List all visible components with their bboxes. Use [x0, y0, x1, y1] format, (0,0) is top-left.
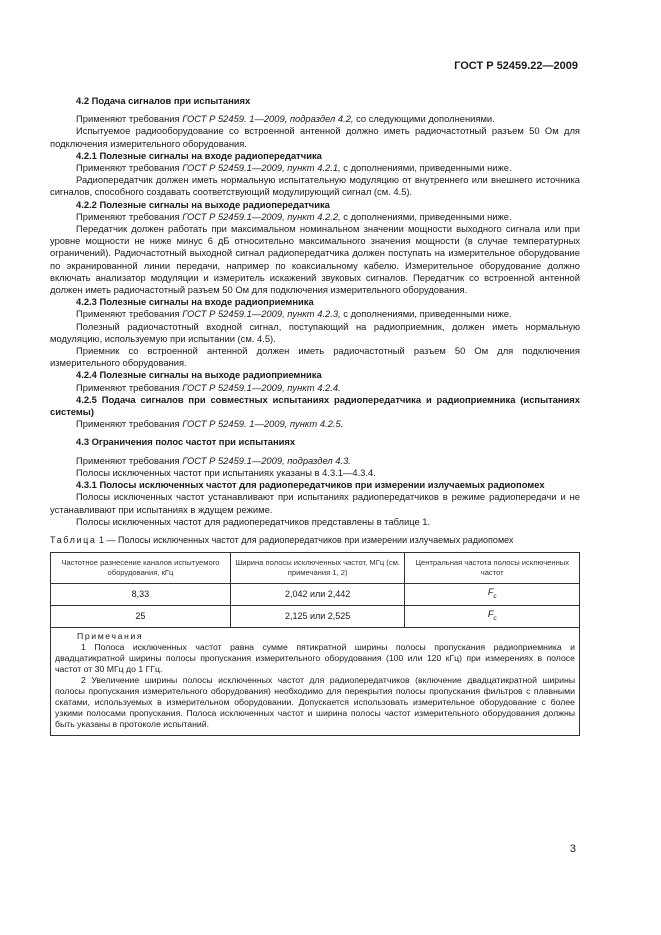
column-header: Ширина полосы исключенных частот, МГц (см. примечания 1, 2): [230, 552, 405, 583]
standard-reference: ГОСТ Р 52459. 1—2009, подраздел 4.2,: [182, 113, 354, 125]
paragraph: Применяют требования ГОСТ Р 52459.1—2009, пункт 4.2.4.: [76, 381, 341, 393]
paragraph: Радиопередатчик должен иметь нормальную испытательную модуляцию от внутреннего или внешнего источника сигналов, способного создавать соответствующий модулирующий сигнал (см. 4.5).: [50, 174, 580, 198]
paragraph: Полезный радиочастотный входной сигнал, поступающий на радиоприемник, должен иметь нормальную модуляцию, используемую при испытании (см. 4.5).: [50, 320, 580, 344]
standard-reference: ГОСТ Р 52459.1—2009, пункт 4.2.3,: [182, 308, 341, 320]
exclusion-bands-table: [50, 552, 580, 736]
paragraph: Полосы исключенных частот при испытаниях указаны в 4.3.1—4.3.4.: [76, 466, 376, 478]
standard-reference: ГОСТ Р 52459.1—2009, пункт 4.2.4.: [182, 381, 341, 393]
table-cell: 25: [51, 605, 231, 627]
column-header: Частотное разнесение каналов испытуемого оборудования, кГц: [51, 552, 231, 583]
table-notes: [51, 627, 580, 735]
heading-4-3: 4.3 Ограничения полос частот при испытаниях: [76, 436, 296, 448]
table-cell: 8,33: [51, 583, 231, 605]
paragraph: Применяют требования ГОСТ Р 52459. 1—2009, подраздел 4.2, со следующими дополнениями.: [76, 113, 495, 125]
paragraph: Применяют требования ГОСТ Р 52459. 1—2009, пункт 4.2.5.: [76, 418, 344, 430]
paragraph: Применяют требования ГОСТ Р 52459.1—2009, подраздел 4.3.: [76, 454, 351, 466]
heading-4-2-5: 4.2.5 Подача сигналов при совместных испытаниях радиопередатчика и радиоприемника (испытаниях системы): [50, 393, 580, 418]
table-cell: 2,125 или 2,525: [230, 605, 405, 627]
heading-4-2-4: 4.2.4 Полезные сигналы на выходе радиоприемника: [76, 369, 322, 381]
heading-4-2-1: 4.2.1 Полезные сигналы на входе радиопередатчика: [76, 149, 322, 161]
paragraph: Передатчик должен работать при максимальном номинальном значении мощности выходного сигнала или при уровне мощности не ниже минус 6 дБ относительно максимального значения мощности (в случае температурных ограничений). Радиочастотный выходной сигнал радиопередатчика должен поступать на измерительное оборудование по экранированной линии передачи, например по коаксиальному кабелю. Измерительное оборудование должно включать анализатор модуляции и измеритель искажений звуковых сигналов. Передатчик со встроенной антенной должен иметь радиочастотный разъем 50 Ом для подключения измерительного оборудования.: [50, 223, 580, 296]
standard-reference: ГОСТ Р 52459.1—2009, пункт 4.2.1,: [182, 162, 341, 174]
page-number: 3: [569, 843, 576, 855]
document-header: ГОСТ Р 52459.22—2009: [454, 60, 578, 72]
notes-title: Примечания: [77, 630, 144, 641]
heading-4-2-2: 4.2.2 Полезные сигналы на выходе радиопередатчика: [76, 198, 330, 210]
table-header-row: [51, 552, 580, 583]
column-header: Центральная частота полосы исключенных частот: [405, 552, 580, 583]
note-2: 2 Увеличение ширины полосы исключенных частот для радиопередатчиков (включение двадцатикратной ширины полосы пропускания измерительного оборудования) необходимо для перекрытия полосы пропускания фильтров с плавными скатами, используемых в измерительном оборудовании. Допускается использовать измерительное оборудование с более узкими полосами пропускания. Полоса исключенных частот и ширина полосы частот измерительного оборудования должны быть указаны в протоколе испытаний.: [55, 674, 575, 729]
heading-4-2: 4.2 Подача сигналов при испытаниях: [76, 95, 251, 106]
table-cell: $F_c$: [405, 605, 580, 627]
table-row: [51, 605, 580, 627]
table-caption: Таблица 1 — Полосы исключенных частот для радиопередатчиков при измерении излучаемых радиопомех: [50, 534, 514, 545]
paragraph: Применяют требования ГОСТ Р 52459.1—2009, пункт 4.2.3, с дополнениями, приведенными ниже.: [76, 308, 512, 320]
table-cell: $F_c$: [405, 583, 580, 605]
paragraph: Полосы исключенных частот для радиопередатчиков представлены в таблице 1.: [76, 515, 431, 527]
paragraph: Приемник со встроенной антенной должен иметь радиочастотный разъем 50 Ом для подключения измерительного оборудования.: [50, 345, 580, 369]
standard-reference: ГОСТ Р 52459. 1—2009, пункт 4.2.5.: [182, 418, 344, 430]
heading-4-2-3: 4.2.3 Полезные сигналы на входе радиоприемника: [76, 296, 314, 308]
paragraph: Полосы исключенных частот устанавливают при испытаниях радиопередатчиков в режиме радиопередачи и не устанавливают при испытаниях в ждущем режиме.: [50, 491, 580, 515]
paragraph: Применяют требования ГОСТ Р 52459.1—2009, пункт 4.2.2, с дополнениями, приведенными ниже.: [76, 210, 512, 222]
table-notes-row: [51, 627, 580, 735]
note-1: 1 Полоса исключенных частот равна сумме пятикратной ширины полосы пропускания радиоприемника и двадцатикратной ширины полосы пропускания измерительного оборудования (100 или 120 кГц) при измерениях в полосе частот от 30 МГц до 1 ГГц.: [55, 641, 575, 674]
paragraph: Применяют требования ГОСТ Р 52459.1—2009, пункт 4.2.1, с дополнениями, приведенными ниже.: [76, 162, 512, 174]
standard-reference: ГОСТ Р 52459.1—2009, подраздел 4.3.: [182, 454, 351, 466]
standard-reference: ГОСТ Р 52459.1—2009, пункт 4.2.2,: [182, 210, 341, 222]
table-cell: 2,042 или 2,442: [230, 583, 405, 605]
table-row: [51, 583, 580, 605]
document-body: [50, 95, 580, 736]
paragraph: Испытуемое радиооборудование со встроенной антенной должно иметь радиочастотный разъем 50 Ом для подключения измерительного оборудования.: [50, 125, 580, 149]
heading-4-3-1: 4.3.1 Полосы исключенных частот для радиопередатчиков при измерении излучаемых радиопомех: [76, 479, 545, 491]
